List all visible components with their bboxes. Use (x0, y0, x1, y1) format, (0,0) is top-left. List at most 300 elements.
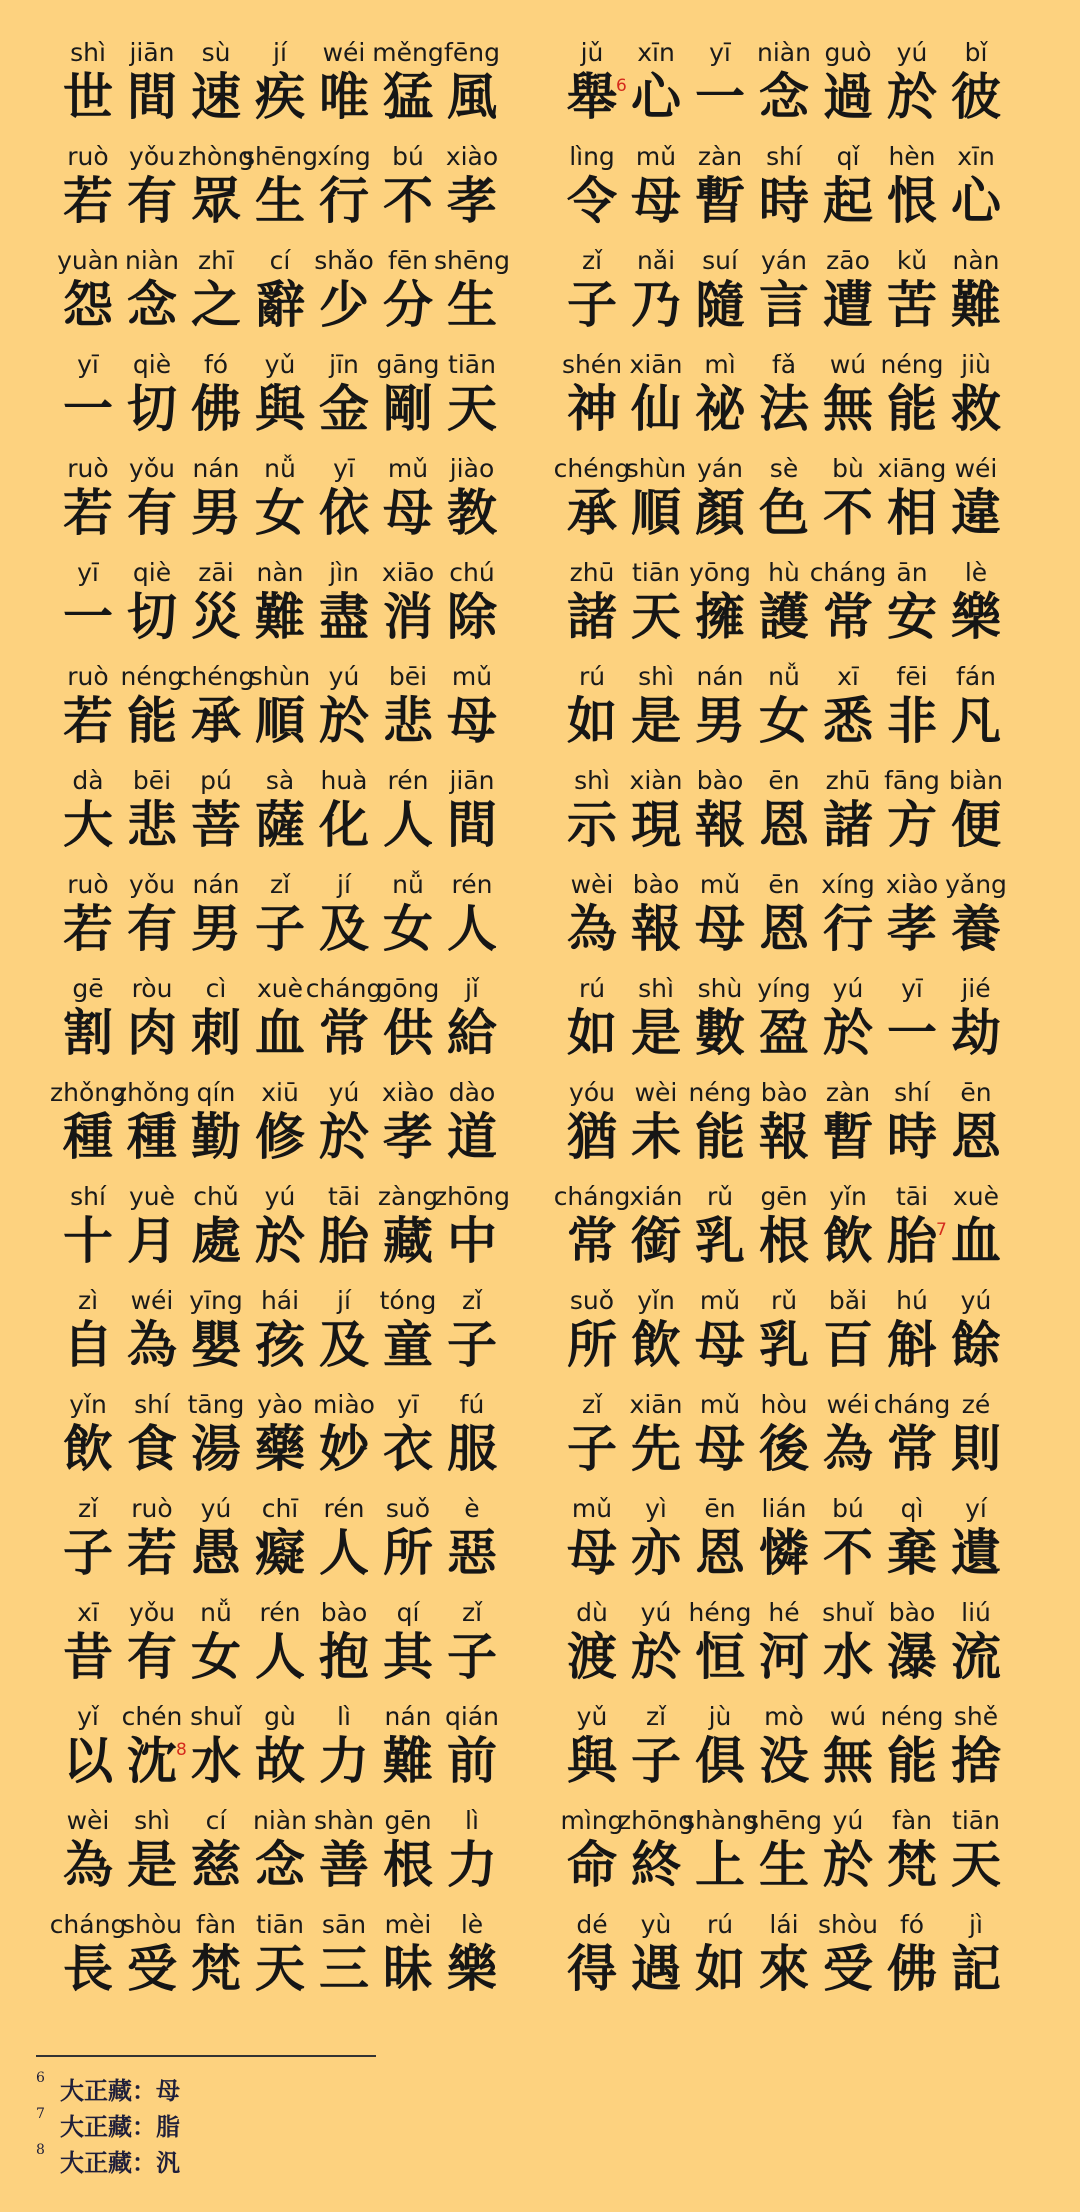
footnote (36, 2142, 180, 2178)
hanzi: 能 (695, 1108, 745, 1166)
syllable (944, 246, 1008, 350)
syllable (312, 1702, 376, 1806)
verse-line-right (560, 974, 1020, 1078)
syllable (376, 1078, 440, 1182)
pinyin: wéi (954, 454, 998, 483)
pinyin: zàn (697, 142, 743, 171)
pinyin: bào (888, 1598, 936, 1627)
syllable (816, 1806, 880, 1910)
pinyin: shàn (313, 1806, 375, 1835)
syllable (877, 454, 947, 558)
syllable (434, 246, 510, 350)
syllable (440, 1702, 504, 1806)
pinyin: shùn (625, 454, 687, 483)
pinyin: gē (72, 974, 104, 1003)
hanzi: 護 (759, 588, 809, 646)
verse-row (0, 246, 1080, 350)
verse-line-left (56, 662, 516, 766)
hanzi: 眾 (191, 172, 241, 230)
hanzi: 善 (319, 1836, 369, 1894)
hanzi: 上 (695, 1836, 745, 1894)
pinyin: yī (901, 974, 923, 1003)
syllable (752, 142, 816, 246)
verse-line-left (56, 1598, 516, 1702)
hanzi: 捨 (951, 1732, 1001, 1790)
pinyin: nán (192, 454, 240, 483)
footnote (36, 2106, 180, 2142)
syllable (440, 454, 504, 558)
syllable (56, 246, 120, 350)
pinyin: fēn (387, 246, 429, 275)
pinyin: shēng (242, 142, 318, 171)
hanzi: 樂 (447, 1940, 497, 1998)
syllable (880, 38, 944, 142)
pinyin: gēn (384, 1806, 432, 1835)
syllable (56, 870, 120, 974)
syllable (752, 1390, 816, 1494)
pinyin: gōng (376, 974, 440, 1003)
pinyin: niàn (125, 246, 179, 275)
syllable (312, 454, 376, 558)
syllable (376, 142, 440, 246)
hanzi: 相 (887, 484, 937, 542)
pinyin: dù (576, 1598, 608, 1627)
syllable (248, 662, 312, 766)
hanzi: 遭 (823, 276, 873, 334)
hanzi: 供 (383, 1004, 433, 1062)
pinyin: yǔ (264, 350, 296, 379)
pinyin: yú (832, 974, 864, 1003)
pinyin: yú (264, 1182, 296, 1211)
verse-line-right (560, 1494, 1020, 1598)
hanzi: 食 (127, 1420, 177, 1478)
hanzi: 悉 (823, 692, 873, 750)
syllable (880, 1806, 944, 1910)
pinyin: wéi (322, 38, 366, 67)
syllable (440, 142, 504, 246)
pinyin: dé (576, 1910, 608, 1939)
syllable (816, 1598, 880, 1702)
syllable (880, 1494, 944, 1598)
hanzi: 猶 (567, 1108, 617, 1166)
pinyin: mǔ (451, 662, 493, 691)
hanzi: 亦 (631, 1524, 681, 1582)
hanzi: 割 (63, 1004, 113, 1062)
syllable (312, 350, 376, 454)
pinyin: wú (829, 350, 867, 379)
pinyin: yōng (689, 558, 751, 587)
verse-line-left (56, 1494, 516, 1598)
syllable (248, 1806, 312, 1910)
syllable (312, 1598, 376, 1702)
pinyin: shí (766, 142, 802, 171)
syllable (120, 1494, 184, 1598)
hanzi: 未 (631, 1108, 681, 1166)
pinyin: zhǒng (114, 1078, 190, 1107)
syllable (49, 1910, 127, 2014)
syllable (184, 558, 248, 662)
pinyin: niàn (757, 38, 811, 67)
syllable (376, 1286, 440, 1390)
syllable (624, 1494, 688, 1598)
hanzi: 男 (191, 900, 241, 958)
syllable (624, 246, 688, 350)
syllable (816, 454, 880, 558)
hanzi: 生 (255, 172, 305, 230)
pinyin: xuè (256, 974, 304, 1003)
pinyin: mǔ (699, 870, 741, 899)
syllable (56, 1598, 120, 1702)
syllable (120, 1286, 184, 1390)
pinyin: qián (445, 1702, 499, 1731)
pinyin: yī (77, 350, 99, 379)
hanzi: 辭 (255, 276, 305, 334)
syllable (248, 766, 312, 870)
hanzi: 道 (447, 1108, 497, 1166)
pinyin: ēn (704, 1494, 736, 1523)
hanzi: 百 (823, 1316, 873, 1374)
pinyin: yì (645, 1494, 667, 1523)
hanzi: 勤 (191, 1108, 241, 1166)
syllable (880, 1182, 944, 1286)
syllable (944, 1910, 1008, 2014)
hanzi: 與 (567, 1732, 617, 1790)
pinyin: shù (697, 974, 743, 1003)
syllable (248, 1390, 312, 1494)
hanzi: 力 (319, 1732, 369, 1790)
syllable (440, 974, 504, 1078)
syllable (688, 1182, 752, 1286)
pinyin: yíng (757, 974, 811, 1003)
hanzi: 子 (567, 1420, 617, 1478)
syllable (560, 870, 624, 974)
syllable (56, 38, 120, 142)
syllable (376, 350, 440, 454)
hanzi: 安 (887, 588, 937, 646)
syllable (688, 1910, 752, 2014)
syllable (56, 454, 120, 558)
verse-line-right (553, 1182, 1020, 1286)
pinyin: zǐ (645, 1702, 667, 1731)
syllable (184, 974, 248, 1078)
hanzi: 中 (447, 1212, 497, 1270)
hanzi: 有 (127, 1628, 177, 1686)
pinyin: tiān (952, 1806, 1000, 1835)
pinyin: néng (120, 662, 184, 691)
hanzi: 不 (383, 172, 433, 230)
syllable (120, 662, 184, 766)
syllable (624, 1910, 688, 2014)
pinyin: fāng (884, 766, 940, 795)
syllable (688, 142, 752, 246)
pinyin: yī (397, 1390, 419, 1419)
pinyin: xiū (261, 1078, 299, 1107)
hanzi: 水 (191, 1732, 241, 1790)
syllable (880, 246, 944, 350)
pinyin: fó (899, 1910, 925, 1939)
pinyin: hái (260, 1286, 300, 1315)
hanzi: 以 (63, 1732, 113, 1790)
pinyin: néng (880, 1702, 944, 1731)
syllable (312, 1806, 376, 1910)
syllable (184, 350, 248, 454)
verse-line-right (560, 246, 1020, 350)
verse-line-left (49, 1910, 516, 2014)
pinyin: shuǐ (822, 1598, 874, 1627)
hanzi: 根 (383, 1836, 433, 1894)
pinyin: chén (121, 1702, 183, 1731)
hanzi: 祕 (695, 380, 745, 438)
hanzi: 乃 (631, 276, 681, 334)
hanzi: 劫 (951, 1004, 1001, 1062)
pinyin: hé (768, 1598, 800, 1627)
pinyin: yán (761, 246, 807, 275)
hanzi: 胎 (887, 1212, 937, 1270)
hanzi: 起 (823, 172, 873, 230)
syllable (184, 1598, 248, 1702)
syllable (560, 1494, 624, 1598)
hanzi: 命 (567, 1836, 617, 1894)
syllable (752, 870, 816, 974)
hanzi: 方 (887, 796, 937, 854)
hanzi: 於 (823, 1836, 873, 1894)
hanzi: 胎 (319, 1212, 369, 1270)
pinyin: xī (77, 1598, 99, 1627)
syllable (688, 1390, 752, 1494)
hanzi: 悲 (127, 796, 177, 854)
hanzi: 遺 (951, 1524, 1001, 1582)
hanzi: 遇 (631, 1940, 681, 1998)
pinyin: bēi (388, 662, 428, 691)
pinyin: chī (261, 1494, 299, 1523)
pinyin: wéi (826, 1390, 870, 1419)
hanzi: 根 (759, 1212, 809, 1270)
pinyin: jié (961, 974, 991, 1003)
pinyin: fàn (892, 1806, 932, 1835)
pinyin: shí (894, 1078, 930, 1107)
syllable (816, 662, 880, 766)
pinyin: shòu (817, 1910, 878, 1939)
syllable (184, 1078, 248, 1182)
hanzi: 難 (255, 588, 305, 646)
hanzi: 孝 (447, 172, 497, 230)
syllable (936, 1182, 1008, 1286)
syllable (688, 1598, 752, 1702)
hanzi: 嬰 (191, 1316, 241, 1374)
hanzi: 母 (631, 172, 681, 230)
hanzi: 苦 (887, 276, 937, 334)
hanzi: 先 (631, 1420, 681, 1478)
syllable (440, 1078, 504, 1182)
pinyin: jǔ (580, 38, 604, 67)
pinyin: shì (638, 974, 674, 1003)
hanzi: 修 (255, 1108, 305, 1166)
verse-row (0, 142, 1080, 246)
pinyin: wéi (130, 1286, 174, 1315)
hanzi: 子 (255, 900, 305, 958)
syllable (440, 1286, 504, 1390)
hanzi: 念 (127, 276, 177, 334)
hanzi: 便 (951, 796, 1001, 854)
verse-line-left (56, 454, 516, 558)
pinyin: yǐ (77, 1702, 99, 1731)
verse-line-left (56, 1702, 516, 1806)
pinyin: mǔ (571, 1494, 613, 1523)
pinyin: zàng (377, 1182, 439, 1211)
hanzi: 孝 (887, 900, 937, 958)
pinyin: yú (328, 1078, 360, 1107)
hanzi: 如 (695, 1940, 745, 1998)
syllable (312, 870, 376, 974)
pinyin: pú (200, 766, 232, 795)
hanzi: 天 (951, 1836, 1001, 1894)
verse-line-left (56, 350, 516, 454)
syllable (944, 1286, 1008, 1390)
pinyin: bù (832, 454, 864, 483)
syllable (944, 1806, 1008, 1910)
syllable (560, 1910, 624, 2014)
hanzi: 是 (631, 692, 681, 750)
pinyin: xíng (317, 142, 371, 171)
hanzi: 梵 (191, 1940, 241, 1998)
hanzi: 乳 (695, 1212, 745, 1270)
pinyin: bú (392, 142, 424, 171)
hanzi: 有 (127, 172, 177, 230)
pinyin: tāi (327, 1182, 361, 1211)
pinyin: wèi (634, 1078, 678, 1107)
hanzi: 餘 (951, 1316, 1001, 1374)
pinyin: jiān (449, 766, 495, 795)
hanzi: 三 (319, 1940, 369, 1998)
footnote-mark: 8 (176, 1740, 187, 1760)
syllable (376, 1182, 440, 1286)
hanzi: 及 (319, 1316, 369, 1374)
syllable (688, 766, 752, 870)
hanzi: 力 (447, 1836, 497, 1894)
verse-line-right (560, 1702, 1020, 1806)
hanzi: 佛 (191, 380, 241, 438)
pinyin: zǐ (461, 1286, 483, 1315)
syllable (177, 662, 255, 766)
pinyin: dào (448, 1078, 496, 1107)
hanzi: 子 (567, 276, 617, 334)
syllable (752, 1598, 816, 1702)
syllable (624, 1286, 688, 1390)
pinyin: yǒu (129, 1598, 175, 1627)
syllable (816, 246, 880, 350)
hanzi: 消 (383, 588, 433, 646)
hanzi: 其 (383, 1628, 433, 1686)
hanzi: 母 (695, 900, 745, 958)
pinyin: yǒu (129, 454, 175, 483)
pinyin: zhǒng (50, 1078, 126, 1107)
syllable (120, 454, 184, 558)
hanzi: 男 (191, 484, 241, 542)
verse-line-right (560, 1390, 1020, 1494)
hanzi: 之 (191, 276, 241, 334)
pinyin: zhòng (178, 142, 254, 171)
hanzi: 念 (255, 1836, 305, 1894)
hanzi: 於 (823, 1004, 873, 1062)
pinyin: sà (265, 766, 295, 795)
hanzi: 是 (631, 1004, 681, 1062)
footnote-mark: 6 (616, 76, 627, 96)
hanzi: 金 (319, 380, 369, 438)
verse-line-left (56, 974, 516, 1078)
verse-line-right (560, 558, 1020, 662)
hanzi: 擁 (695, 588, 745, 646)
verse-line-left (50, 1078, 516, 1182)
pinyin: zàn (825, 1078, 871, 1107)
hanzi: 數 (695, 1004, 745, 1062)
syllable (184, 870, 248, 974)
pinyin: jiān (129, 38, 175, 67)
pinyin: xuè (952, 1182, 1000, 1211)
hanzi: 無 (823, 1732, 873, 1790)
pinyin: shě (953, 1702, 999, 1731)
hanzi: 行 (823, 900, 873, 958)
pinyin: yǐn (69, 1390, 107, 1419)
hanzi: 乳 (759, 1316, 809, 1374)
hanzi: 人 (319, 1524, 369, 1582)
hanzi: 教 (447, 484, 497, 542)
verse-line-right (560, 142, 1020, 246)
hanzi: 童 (383, 1316, 433, 1374)
syllable (248, 38, 312, 142)
hanzi: 一 (63, 588, 113, 646)
hanzi: 於 (319, 1108, 369, 1166)
pinyin: shēng (746, 1806, 822, 1835)
hanzi: 渡 (567, 1628, 617, 1686)
pinyin: zì (77, 1286, 99, 1315)
hanzi: 十 (63, 1212, 113, 1270)
hanzi: 妙 (319, 1420, 369, 1478)
syllable (560, 1078, 624, 1182)
syllable (176, 1702, 248, 1806)
syllable (305, 974, 383, 1078)
hanzi: 俱 (695, 1732, 745, 1790)
hanzi: 風 (447, 68, 497, 126)
pinyin: shàng (682, 1806, 758, 1835)
verse-line-left (56, 1390, 516, 1494)
syllable (752, 662, 816, 766)
syllable (944, 662, 1008, 766)
syllable (120, 1910, 184, 2014)
syllable (120, 974, 184, 1078)
pinyin: zǐ (581, 246, 603, 275)
hanzi: 暫 (695, 172, 745, 230)
pinyin: huà (320, 766, 368, 795)
syllable (312, 142, 376, 246)
pinyin: lì (337, 1702, 351, 1731)
pinyin: héng (688, 1598, 752, 1627)
pinyin: fán (956, 662, 996, 691)
hanzi: 棄 (887, 1524, 937, 1582)
verse-row (0, 1598, 1080, 1702)
syllable (816, 1702, 880, 1806)
hanzi: 大 (63, 796, 113, 854)
pinyin: shòu (121, 1910, 182, 1939)
hanzi: 後 (759, 1420, 809, 1478)
pinyin: fǎ (771, 350, 797, 379)
hanzi: 時 (759, 172, 809, 230)
hanzi: 無 (823, 380, 873, 438)
syllable (440, 38, 504, 142)
syllable (616, 38, 688, 142)
hanzi: 恩 (759, 900, 809, 958)
pinyin: yuè (128, 1182, 176, 1211)
hanzi: 能 (887, 380, 937, 438)
